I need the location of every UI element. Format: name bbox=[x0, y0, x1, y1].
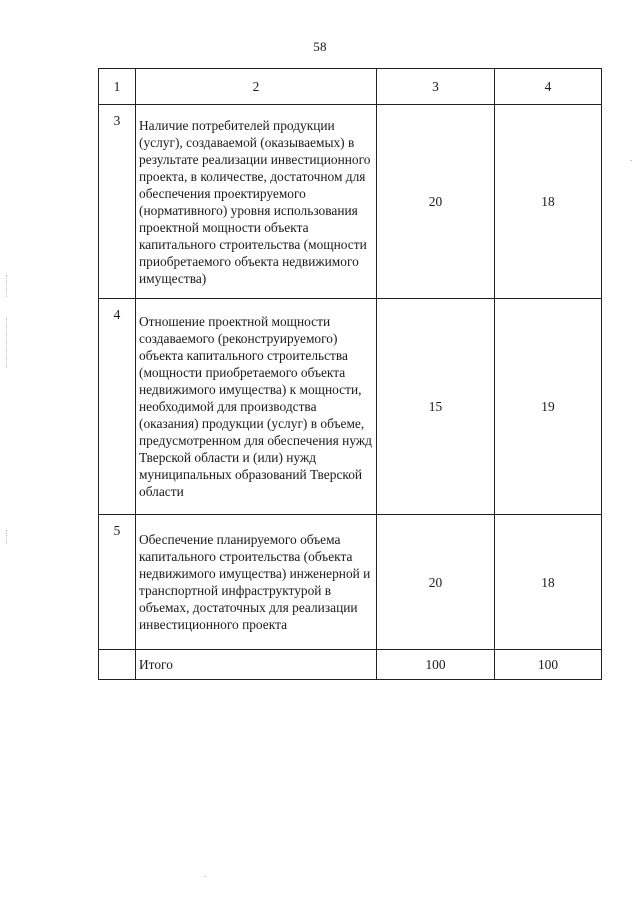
header-cell-4: 4 bbox=[495, 69, 602, 105]
criteria-table bbox=[98, 68, 602, 680]
total-row bbox=[99, 650, 602, 680]
total-value-col3: 100 bbox=[377, 650, 495, 680]
row-value-col3: 20 bbox=[377, 105, 495, 299]
scan-artifact bbox=[6, 318, 9, 368]
row-value-col3: 15 bbox=[377, 299, 495, 515]
page-number: 58 bbox=[313, 39, 327, 54]
total-value-col4: 100 bbox=[495, 650, 602, 680]
header-cell-3: 3 bbox=[377, 69, 495, 105]
scan-artifact bbox=[204, 876, 206, 877]
table-header-row bbox=[99, 69, 602, 105]
header-cell-1: 1 bbox=[99, 69, 136, 105]
table-row bbox=[99, 105, 602, 299]
header-cell-2: 2 bbox=[136, 69, 377, 105]
row-description: Обеспечение планируемого объема капитального строительства (объекта недвижимого имущества) инженерной и транспортной инфраструктурой в объемах, достаточных для реализации инвестиционного проекта bbox=[136, 515, 377, 650]
row-value-col4: 18 bbox=[495, 105, 602, 299]
total-row-number bbox=[99, 650, 136, 680]
row-value-col4: 18 bbox=[495, 515, 602, 650]
scan-artifact bbox=[6, 275, 9, 297]
scan-artifact bbox=[6, 530, 9, 544]
row-value-col4: 19 bbox=[495, 299, 602, 515]
scan-artifact bbox=[630, 160, 632, 161]
row-value-col3: 20 bbox=[377, 515, 495, 650]
row-number: 5 bbox=[99, 515, 136, 650]
table-row bbox=[99, 515, 602, 650]
total-label: Итого bbox=[136, 650, 377, 680]
table-row bbox=[99, 299, 602, 515]
row-description: Отношение проектной мощности создаваемого (реконструируемого) объекта капитального строительства (мощности приобретаемого объекта недвижимого имущества) к мощности, необходимой для производства (оказания) продукции (услуг) в объеме, предусмотренном для обеспечения нужд Тверской области и (или) нужд муниципальных образований Тверской области bbox=[136, 299, 377, 515]
row-number: 4 bbox=[99, 299, 136, 515]
row-number: 3 bbox=[99, 105, 136, 299]
row-description: Наличие потребителей продукции (услуг), создаваемой (оказываемых) в результате реализации инвестиционного проекта, в количестве, достаточном для обеспечения проектируемого (нормативного) уровня использования проектной мощности объекта капитального строительства (мощности приобретаемого объекта недвижимого имущества) bbox=[136, 105, 377, 299]
